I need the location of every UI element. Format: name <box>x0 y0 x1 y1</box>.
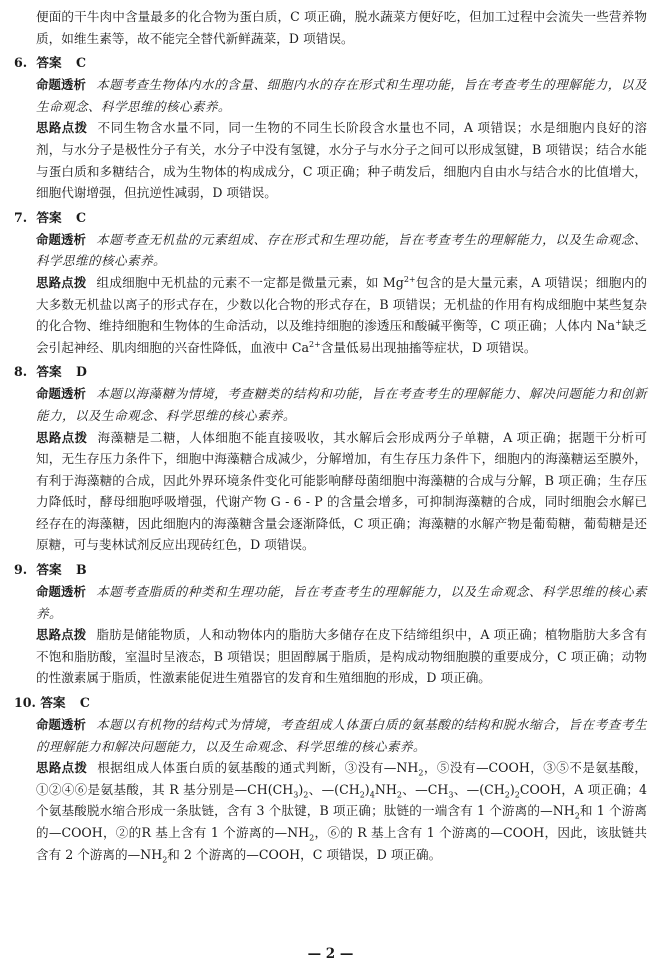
analysis-label: 命题透析 <box>36 584 87 600</box>
analysis-text: 本题以有机物的结构式为情境，考查组成人体蛋白质的氨基酸的结构和脱水缩合，旨在考查考生的理解能力和解决问题能力，以及生命观念、科学思维的核心素养。 <box>36 717 647 754</box>
hint-sub: 4 <box>369 790 375 800</box>
hint-label: 思路点拨 <box>36 274 87 290</box>
hint-text-g: 、—CH <box>401 781 449 797</box>
hint-sub: 2 <box>574 811 580 821</box>
question-number: 10. <box>14 695 36 711</box>
hint-block-8 <box>14 427 647 557</box>
intro-line-1: 便面的干牛肉中含量最多的化合物为蛋白质，C 项正确，脱水蔬菜方便好吃，但加工过程中会流失一些营养物 <box>36 9 647 24</box>
hint-sub: 2 <box>514 790 520 800</box>
hint-label: 思路点拨 <box>36 120 88 136</box>
hint-sub: 2 <box>359 790 365 800</box>
answer-row-7 <box>14 207 647 229</box>
analysis-block-8 <box>14 383 647 426</box>
answer-value: B <box>75 562 87 578</box>
analysis-label: 命题透析 <box>36 231 87 247</box>
answer-value: D <box>75 364 87 380</box>
analysis-label: 命题透析 <box>36 386 87 402</box>
analysis-text: 本题以海藻糖为情境，考查糖类的结构和功能，旨在考查考生的理解能力、解决问题能力和创新能力，以及生命观念、科学思维的核心素养。 <box>36 386 647 423</box>
question-number: 8. <box>14 364 28 380</box>
hint-text-c: ) <box>298 781 304 797</box>
answer-row-6 <box>14 52 647 74</box>
hint-text-b: 包含的是大量元素，A 项错误；细胞内的大多数无机盐以离子的形式存在，少数以化合物的形式存在，B 项错误；无机盐的作用有构成细胞中某些复杂的化合物、维持细胞和生物体的生命活动，以及维持细胞的渗透压和酸碱平衡等，C 项正确；人体内 Na <box>36 274 647 334</box>
question-number: 9. <box>14 562 28 578</box>
hint-text-e: ) <box>364 781 370 797</box>
hint-text-f: NH <box>374 781 397 797</box>
answer-row-10 <box>14 692 647 714</box>
hint-sub: 2 <box>303 790 309 800</box>
hint-sub: 2 <box>418 768 424 778</box>
hint-text-d: 含量低易出现抽搐等症状，D 项错误。 <box>320 339 537 355</box>
hint-text-a: 组成细胞中无机盐的元素不一定都是微量元素，如 Mg <box>96 274 404 290</box>
answer-row-8 <box>14 361 647 383</box>
hint-sub: 2 <box>309 833 315 843</box>
answer-label: 答案 <box>40 695 66 711</box>
hint-text-a: 根据组成人体蛋白质的氨基酸的通式判断，③没有—NH <box>97 760 419 776</box>
hint-text: 不同生物含水量不同，同一生物的不同生长阶段含水量也不同，A 项错误；水是细胞内良好的溶剂，与水分子是极性分子有关，水分子中没有氢键，水分子与水分子之间可以形成氢键，B 项错误；结合水能与蛋白质和多糖结合，成为生物体的构成成分，C 项正确；种子萌发后，细胞内自由水与结合水的比值增大，细胞代谢增强，但抗逆性减弱，D 项错误。 <box>36 120 648 201</box>
hint-text-b: ，⑤没有—COOH，③⑤不是氨基酸，①②④⑥是氨基酸，其 R 基分别是—CH(CH <box>36 760 647 797</box>
page-number: — 2 — <box>307 946 354 962</box>
answer-value: C <box>75 55 86 71</box>
hint-text: 脂肪是储能物质，人和动物体内的脂肪大多储存在皮下结缔组织中，A 项正确；植物脂肪大多含有不饱和脂肪酸，室温时呈液态，B 项错误；胆固醇属于脂质，是构成动物细胞膜的重要成分，C 项正确；动物的性激素属于脂质，性激素能促进生殖器官的发育和生殖细胞的形成，D 项正确。 <box>36 627 648 686</box>
answer-label: 答案 <box>36 364 62 380</box>
hint-label: 思路点拨 <box>36 429 88 445</box>
analysis-label: 命题透析 <box>36 77 87 93</box>
hint-text-h: 、—(CH <box>453 781 505 797</box>
answer-value: C <box>75 209 86 225</box>
hint-sub: 3 <box>293 790 299 800</box>
hint-label: 思路点拨 <box>36 760 88 776</box>
analysis-block-9 <box>14 581 647 624</box>
hint-sub: 2 <box>396 790 402 800</box>
hint-block-7 <box>14 272 647 358</box>
analysis-block-6 <box>14 74 647 117</box>
analysis-text: 本题考查无机盐的元素组成、存在形式和生理功能，旨在考查考生的理解能力，以及生命观念、科学思维的核心素养。 <box>36 231 647 269</box>
hint-block-9 <box>14 624 647 689</box>
hint-sup: + <box>615 317 622 327</box>
hint-sup: 2+ <box>403 274 416 284</box>
hint-sub: 2 <box>162 855 168 865</box>
hint-text-d: 、—(CH <box>308 781 360 797</box>
intro-line-2: 质，如维生素等，故不能完全替代新鲜蔬菜，D 项错误。 <box>36 30 354 46</box>
hint-text-m: 和 2 个游离的—COOH，C 项错误，D 项正确。 <box>167 846 442 862</box>
hint-text-c: 缺乏会引起神经、肌肉细胞的兴奋性降低，血液中 Ca <box>36 318 648 355</box>
hint-block-6 <box>14 117 647 203</box>
hint-block-10 <box>14 757 647 865</box>
analysis-block-10 <box>14 714 647 757</box>
hint-sub: 2 <box>504 790 510 800</box>
analysis-label: 命题透析 <box>36 717 87 733</box>
question-number: 6. <box>14 55 28 71</box>
hint-label: 思路点拨 <box>36 627 87 643</box>
hint-text-l: ，⑥的 R 基上含有 1 个游离的—COOH，因此，该肽链共含有 2 个游离的—NH <box>36 825 647 862</box>
answer-value: C <box>79 695 90 711</box>
hint-text-j: COOH，A 项正确；4 个氨基酸脱水缩合形成一条肽链，含有 3 个肽键，B 项正确；肽链的一端含有 1 个游离的—NH <box>36 781 647 819</box>
hint-text: 海藻糖是二糖，人体细胞不能直接吸收，其水解后会形成两分子单糖，A 项正确；据题干分析可知，无生存压力条件下，细胞中海藻糖合成减少，分解增加，有生存压力条件下，细胞内的海藻糖运至膜外，有利于海藻糖的合成，因此外界环境条件变化可能影响酵母菌细胞中海藻糖的合成与分解，B 项正确；生存压力降低时，酵母细胞呼吸增强，代谢产物 G - 6 - P 的含量会增多，可抑制海藻糖的合成，同时细胞会水解已经存在的海藻糖，因此细胞内的海藻糖含量会逐渐降低，C 项正确；海藻糖的水解产物是葡萄糖，葡萄糖是还原糖，可与斐林试剂反应出现砖红色，D 项错误。 <box>36 429 648 553</box>
answer-label: 答案 <box>36 209 62 225</box>
question-number: 7. <box>14 209 28 225</box>
hint-text-k: 和 1 个游离的—COOH，②的R 基上含有 1 个游离的—NH <box>36 803 647 840</box>
hint-sup: 2+ <box>309 339 321 349</box>
answer-row-9 <box>14 559 647 581</box>
answer-label: 答案 <box>36 562 62 578</box>
answer-label: 答案 <box>36 55 62 71</box>
analysis-block-7 <box>14 229 647 272</box>
intro-paragraph <box>14 6 647 49</box>
hint-sub: 3 <box>448 790 454 800</box>
analysis-text: 本题考查脂质的种类和生理功能，旨在考查考生的理解能力，以及生命观念、科学思维的核心素养。 <box>36 584 647 621</box>
hint-text-i: ) <box>509 781 515 797</box>
analysis-text: 本题考查生物体内水的含量、细胞内水的存在形式和生理功能，旨在考查考生的理解能力，以及生命观念、科学思维的核心素养。 <box>36 77 647 114</box>
